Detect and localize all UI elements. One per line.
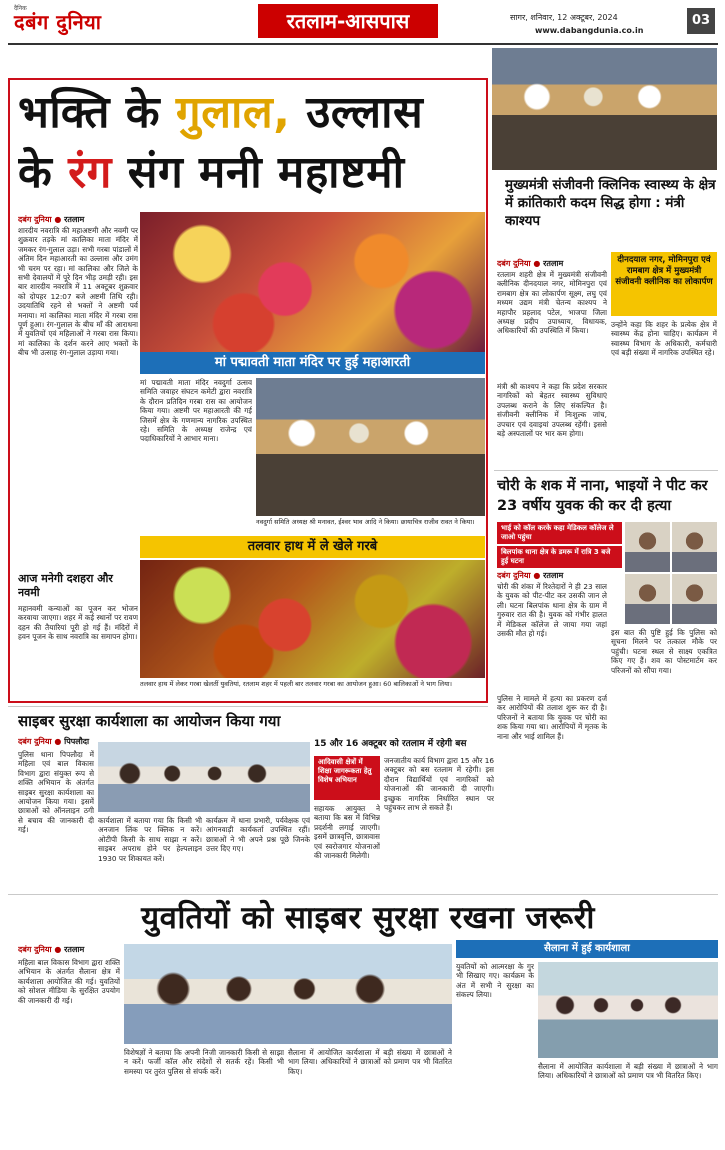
lead-photo-banner: मां पद्मावती माता मंदिर पर हुई महाआरती <box>140 352 485 374</box>
publication-logo: दबंग दुनिया <box>14 10 102 34</box>
cyber-workshop-body-1: पुलिस थाना पिपलौदा में महिला एवं बाल विकास विभाग द्वारा संयुक्त रूप से शक्ति अभियान के अंतर्गत साइबर सुरक्षा कार्यशाला का आयोजन किया गया। इसमें छात्राओं को ऑनलाइन ठगी से बचाव की जानकारी दी गई। <box>18 750 94 835</box>
clinic-rule <box>494 470 718 471</box>
theft-body-1: चोरी की शंका में रिश्तेदारों ने ही 23 साल के युवक को पीट-पीट कर उसकी जान ले ली। घटना बिलपांक थाना क्षेत्र के ग्राम में गुरुवार रात की है। युवक को गंभीर हालत में मेडिकल कॉलेज ले जाया गया जहां उसकी मौत हो गई। <box>497 582 607 639</box>
youth-cyber-photo-main <box>124 944 452 1044</box>
logo-small: दैनिक <box>14 5 27 12</box>
lead-garba-caption: तलवार हाथ में लेकर गरबा खेलतीं युवतियां, रतलाम शहर में पहली बार तलवार गरबा का आयोजन हुआ। 60 बालिकाओं ने भाग लिया। <box>140 680 452 688</box>
youth-byline-city: रतलाम <box>64 945 85 954</box>
clinic-byline-city: रतलाम <box>543 259 564 268</box>
youth-byline-brand: दबंग दुनिया <box>18 945 52 954</box>
section-rule-middle <box>8 706 488 707</box>
theft-photo-1 <box>625 522 670 572</box>
theft-byline-brand: दबंग दुनिया <box>497 571 531 580</box>
cyber-workshop-headline: साइबर सुरक्षा कार्यशाला का आयोजन किया गया <box>18 712 281 730</box>
youth-side-banner: सैलाना में हुई कार्यशाला <box>456 940 718 958</box>
youth-cyber-body-2: विशेषज्ञों ने बताया कि अपनी निजी जानकारी किसी से साझा न करें। फर्जी कॉल और संदेशों से सतर्क रहें। किसी भी समस्या पर तुरंत पुलिस से संपर्क करें। <box>124 1048 284 1076</box>
cyber-workshop-byline: दबंग दुनिया ● पिपलौदा <box>18 737 90 746</box>
lead-byline: दबंग दुनिया ● रतलाम <box>18 215 85 224</box>
bus-body-1: जनजातीय कार्य विभाग द्वारा 15 और 16 अक्टूबर को बस रतलाम में रहेगी। इस दौरान विद्यार्थियों एवं नागरिकों को योजनाओं की जानकारी दी जाएगी। इच्छुक नागरिक निर्धारित स्थान पर पहुंचकर लाभ ले सकते हैं। <box>384 756 494 813</box>
lead-headline-highlight: गुलाल, <box>175 87 291 138</box>
section-title <box>258 4 438 38</box>
clinic-body-3: उन्होंने कहा कि शहर के प्रत्येक क्षेत्र में स्वास्थ्य केंद्र होना चाहिए। कार्यक्रम में स्वास्थ्य विभाग के अधिकारी, कर्मचारी एवं बड़ी संख्या में नागरिक उपस्थित रहे। <box>611 320 717 358</box>
youth-cyber-byline: दबंग दुनिया ● रतलाम <box>18 945 85 954</box>
lead-photo-aarti <box>140 212 485 352</box>
lead-headline2-highlight: रंग <box>68 147 112 198</box>
youth-cyber-body-4: युवतियों को आत्मरक्षा के गुर भी सिखाए गए। कार्यक्रम के अंत में सभी ने सुरक्षा का संकल्प लिया। <box>456 962 534 1000</box>
lead-photo-caption-1: नवदुर्गा समिति अध्यक्ष श्री मनावत, ईश्वर भाव आदि ने किया। छायाचित्र राजीव रावत ने किया। <box>256 518 475 526</box>
lead-photo-committee <box>256 378 485 516</box>
theft-byline-city: रतलाम <box>543 571 564 580</box>
masthead-rule <box>8 43 718 45</box>
theft-body-3: इस बात की पुष्टि हुई कि पुलिस को सूचना मिलने पर तत्काल मौके पर पहुंची। घटना स्थल से साक्ष्य एकत्रित किए गए हैं। शव का पोस्टमार्टम कर परिजनों को सौंपा गया। <box>611 628 717 675</box>
clinic-body-1: रतलाम शहरी क्षेत्र में मुख्यमंत्री संजीवनी क्लीनिक दीनदयाल नगर, मोमिनपुरा एवं रामबाग क्षेत्र का लोकार्पण सूक्ष्म, लघु एवं मध्यम उद्यम मंत्री चेतन्य काश्यप ने महापौर प्रहलाद पटेल, भाजपा जिला अध्यक्ष प्रदीप उपाध्याय, विधायक, अधिकारियों की उपस्थिति में किया। <box>497 270 607 336</box>
bus-box: आदिवासी क्षेत्रों में शिक्षा जागरूकता हेतु विशेष अभियान <box>314 756 380 800</box>
page-number: 03 <box>687 8 715 34</box>
bus-headline: 15 और 16 अक्टूबर को रतलाम में रहेगी बस <box>314 739 467 749</box>
theft-photo-2 <box>672 522 717 572</box>
masthead <box>0 0 725 46</box>
clinic-yellow-box <box>611 252 717 316</box>
garba-banner: तलवार हाथ में ले खेले गरबे <box>140 536 485 558</box>
lead-byline-city: रतलाम <box>64 215 85 224</box>
lead-body-3: मां पद्मावती माता मंदिर नवदुर्गा उत्सव समिति जवाहर संघटन कमेटी द्वारा नवरात्रि के दौरान प्रतिदिन गरबा रास का आयोजन किया गया। अष्टमी पर महाआरती की गई जिसमें क्षेत्र के गणमान्य नागरिक उपस्थित रहे। समिति के अध्यक्ष राजेन्द्र एवं पदाधिकारियों ने आभार माना। <box>140 378 252 444</box>
cyber-workshop-photo <box>98 742 310 812</box>
section-title-text: रतलाम-आसपास <box>286 9 410 33</box>
cyber-workshop-body-3: कार्यक्रम में थाना प्रभारी, पर्यवेक्षक एवं आंगनवाड़ी कार्यकर्ता उपस्थित रहीं। छात्राओं ने भी अपने प्रश्न पूछे जिनके उत्तर दिए गए। <box>206 816 310 854</box>
lead-body-4: महानवमी कन्याओं का पूजन कर भोजन करवाया जाएगा। शहर में कई स्थानों पर रावण दहन की तैयारियां पूरी हो गई हैं। मंदिरों में हवन पूजन के साथ नवरात्रि का समापन होगा। <box>18 604 138 642</box>
bus-body-2: सहायक आयुक्त ने बताया कि बस में विभिन्न प्रदर्शनी लगाई जाएगी। इसमें छात्रवृत्ति, छात्रावास एवं स्वरोजगार योजनाओं की जानकारी मिलेगी। <box>314 804 380 861</box>
clinic-yellow-box-text: दीनदयाल नगर, मोमिनपुरा एवं रामबाग क्षेत्र में मुख्यमंत्री संजीवनी क्लीनिक का लोकार्पण <box>615 255 713 287</box>
lead-headline-line1 <box>18 84 483 142</box>
lead-side-subhead: आज मनेगी दशहरा और नवमी <box>18 572 113 599</box>
website: www.dabangdunia.co.in <box>535 26 644 35</box>
theft-headline: चोरी के शक में नाना, भाइयों ने पीट कर 23 वर्षीय युवक की कर दी हत्या <box>497 478 708 514</box>
lead-byline-brand: दबंग दुनिया <box>18 215 52 224</box>
clinic-byline: दबंग दुनिया ● रतलाम <box>497 259 564 268</box>
lead-headline-post: उल्लास <box>290 87 424 138</box>
youth-cyber-side-text: सैलाना में आयोजित कार्यशाला में बड़ी संख्या में छात्राओं ने भाग लिया। अधिकारियों ने छात्राओं को प्रमाण पत्र भी वितरित किए। <box>538 1062 718 1081</box>
lead-headline2-pre: के <box>18 147 69 198</box>
clinic-byline-brand: दबंग दुनिया <box>497 259 531 268</box>
clinic-body-2: मंत्री श्री काश्यप ने कहा कि प्रदेश सरकार नागरिकों को बेहतर स्वास्थ्य सुविधाएं उपलब्ध कराने के लिए संकल्पित है। संजीवनी क्लीनिक में निःशुल्क जांच, उपचार एवं दवाइयां उपलब्ध रहेंगी। इससे बड़े अस्पतालों पर भार कम होगा। <box>497 382 607 439</box>
clinic-headline: मुख्यमंत्री संजीवनी क्लिनिक स्वास्थ्य के क्षेत्र में क्रांतिकारी कदम सिद्ध होगा : मंत्री काश्यप <box>505 177 716 229</box>
youth-cyber-body-1: महिला बाल विकास विभाग द्वारा शक्ति अभियान के अंतर्गत सैलाना क्षेत्र में कार्यशाला आयोजित की गई। युवतियों को सोशल मीडिया के सुरक्षित उपयोग की जानकारी दी गई। <box>18 958 120 1005</box>
theft-box-2: बिलपांक थाना क्षेत्र के डमरू में रात्रि 3 बजे हुई घटना <box>497 546 622 568</box>
youth-side-photo <box>538 962 718 1058</box>
section-rule-bottom <box>8 894 718 895</box>
lead-headline-pre: भक्ति के <box>18 87 176 138</box>
youth-cyber-body-3: सैलाना में आयोजित कार्यशाला में बड़ी संख्या में छात्राओं ने भाग लिया। अधिकारियों ने छात्राओं को प्रमाण पत्र भी वितरित किए। <box>288 1048 452 1076</box>
cyber-byline-city: पिपलौदा <box>64 737 90 746</box>
lead-body-1: शारदीय नवरात्रि की महाअष्टमी और नवमी पर शुक्रवार तड़के मां कालिका माता मंदिर में जमकर रंग-गुलाल उड़ा। सभी गरबा पांडालों में अंतिम दिन महाआरती का उल्लास और उमंग भी चरम पर रहा। मां कालिका और जिले के सभी देवालयों में पूरे दिन भीड़ उमड़ी रही। इस बार शारदीय नवरात्रि में 11 अक्टूबर शुक्रवार को दोपहर 12:07 बजे अष्टमी तिथि रही। उदयातिथि रहने से भक्तों ने अष्टमी पर्व मनाया। मां कालिका माता मंदिर में गरबा रास पूर्ण हुआ। रंग-गुलाल के बीच माँ की आराधना में युवतियों एवं महिलाओं ने गरबा रास किया। मां कालिका के दर्शन करने आए भक्तों के बीच भी उत्साह रंग-गुलाल उड़ाया गया। <box>18 226 138 358</box>
theft-photo-4 <box>672 574 717 624</box>
cyber-byline-brand: दबंग दुनिया <box>18 737 52 746</box>
lead-headline-line2 <box>18 144 483 202</box>
lead-photo-garba <box>140 560 485 678</box>
lead-headline2-post: संग मनी महाष्टमी <box>111 147 405 198</box>
cyber-workshop-body-2: कार्यशाला में बताया गया कि किसी भी अनजान लिंक पर क्लिक न करें। ओटीपी किसी के साथ साझा न करें। साइबर अपराध होने पर हेल्पलाइन 1930 पर शिकायत करें। <box>98 816 202 863</box>
issue-date: सागर, शनिवार, 12 अक्टूबर, 2024 <box>510 13 618 22</box>
theft-photo-3 <box>625 574 670 624</box>
youth-cyber-headline: युवतियों को साइबर सुरक्षा रखना जरूरी <box>141 900 595 936</box>
theft-box-1: भाई को कॉल करके कहा मेडिकल कॉलेज ले जाओ पहुंचा <box>497 522 622 544</box>
theft-body-2: पुलिस ने मामले में हत्या का प्रकरण दर्ज कर आरोपियों की तलाश शुरू कर दी है। परिजनों ने बताया कि युवक पर चोरी का शक किया गया था। आरोपियों में मृतक के नाना और भाई शामिल हैं। <box>497 694 607 741</box>
clinic-photo-top <box>492 48 717 170</box>
theft-byline: दबंग दुनिया ● रतलाम <box>497 571 564 580</box>
